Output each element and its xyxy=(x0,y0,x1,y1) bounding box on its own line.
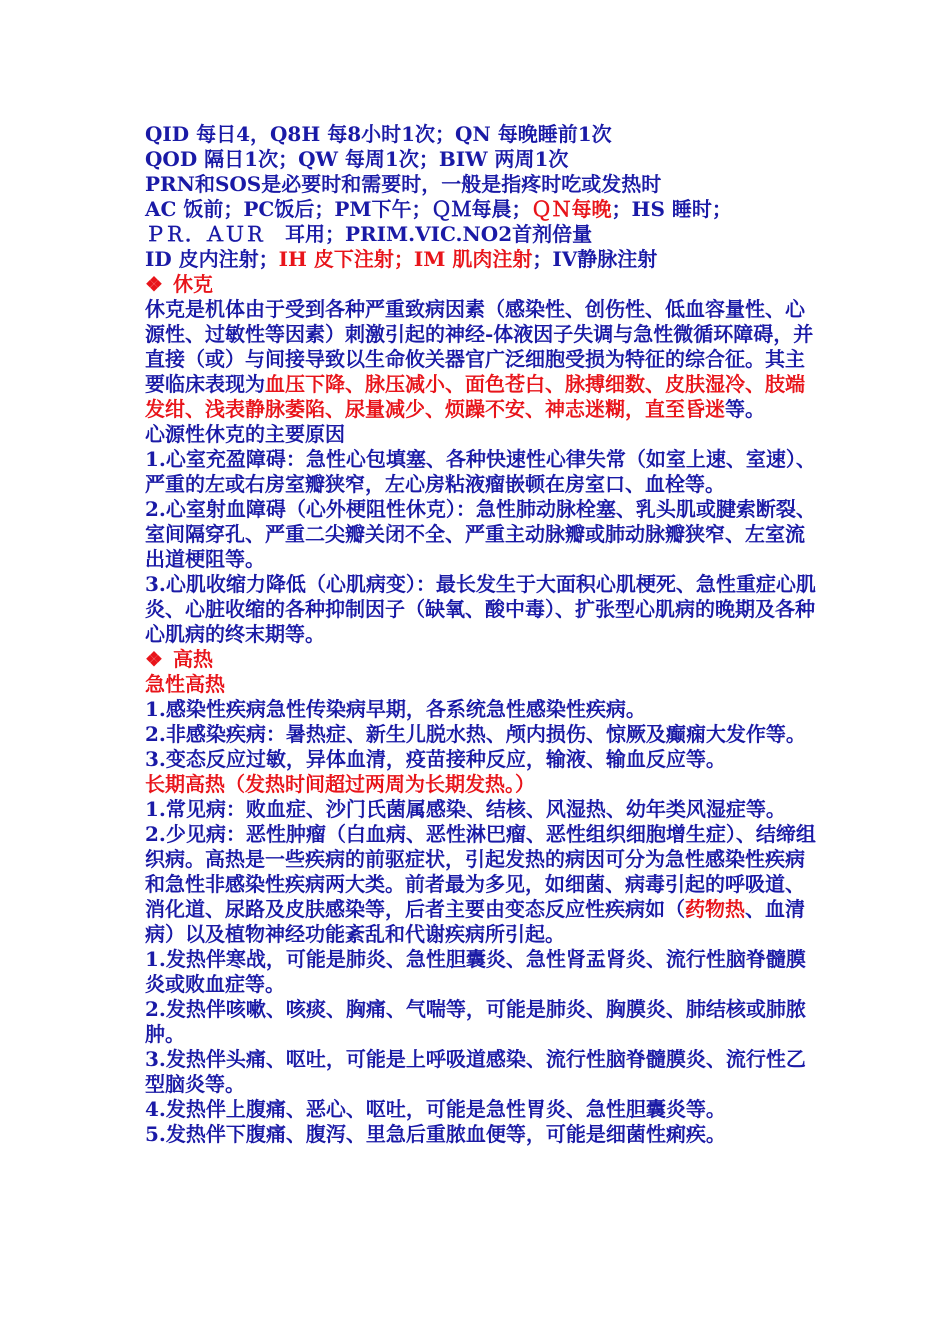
shock-symptoms: 血压下降、脉压减小、面色苍白、脉搏细数、皮肤湿冷、肢端发绀、浅表静脉萎陷、尿量减少、烦躁不安、神志迷糊，直至昏迷 xyxy=(145,372,805,421)
abbr-line-4-a: AC 饭前；PC饭后；PM下午；ＱＭ每晨； xyxy=(145,197,532,221)
abbr-line-6 xyxy=(145,247,817,272)
long-cause-2-c: 、血清病）以及植物神经功能紊乱和代谢疾病所引起。 xyxy=(145,897,805,946)
abbr-line-4-c: ；HS 睡时； xyxy=(611,197,732,221)
abbr-line-3: PRN和SOS是必要时和需要时，一般是指疼时吃或发热时 xyxy=(145,172,662,196)
fever-heading xyxy=(145,647,817,672)
abbr-line-4 xyxy=(145,197,817,222)
acute-cause-1: 1.感染性疾病急性传染病早期，各系统急性感染性疾病。 xyxy=(145,697,646,721)
shock-cause-3: 3.心肌收缩力降低（心肌病变）：最长发生于大面积心肌梗死、急性重症心肌炎、心脏收缩的各种抑制因子（缺氧、酸中毒）、扩张型心肌病的晚期及各种心肌病的终末期等。 xyxy=(145,572,816,646)
abbr-line-2: QOD 隔日1次；QW 每周1次；BIW 两周1次 xyxy=(145,147,569,171)
diamond-bullet-icon: ❖ xyxy=(145,647,163,671)
symptom-2: 2.发热伴咳嗽、咳痰、胸痛、气喘等，可能是肺炎、胸膜炎、肺结核或肺脓肿。 xyxy=(145,997,806,1046)
abbr-line-5: ＰＲ．ＡＵＲ 耳用；PRIM.VIC.NO2首剂倍量 xyxy=(145,222,593,246)
shock-cause-1: 1.心室充盈障碍：急性心包填塞、各种快速性心律失常（如室上速、室速）、严重的左或右房室瓣狭窄，左心房粘液瘤嵌顿在房室口、血栓等。 xyxy=(145,447,816,496)
long-fever-subheading: 长期高热（发热时间超过两周为长期发热。） xyxy=(145,772,535,796)
long-cause-2-a: 2.少见病：恶性肿瘤（白血病、恶性淋巴瘤、恶性组织细胞增生症）、结缔组织病。高热是一些疾病的前驱症状，引起发热的病因可分为急性感染性疾病和急性非感染性疾病两大类。前者最为多见，如细菌、病毒引起的呼吸道、消化道、尿路及皮肤感染等，后者主要由变态反应性疾病如（ xyxy=(145,822,816,921)
shock-subheading: 心源性休克的主要原因 xyxy=(145,422,345,446)
symptom-1: 1.发热伴寒战，可能是肺炎、急性胆囊炎、急性肾盂肾炎、流行性脑脊髓膜炎或败血症等。 xyxy=(145,947,806,996)
shock-def-a: 休克是机体由于受到各种严重致病因素（感染性、创伤性、低血容量性、心源性、过敏性等因素）刺激引起的神经-体液因子失调与急性微循环障碍，并直接（或）与间接导致以生命攸关器官广泛细胞受损为特征的综合征。其主要临床表现为 xyxy=(145,297,814,396)
abbr-line-1: QID 每日4，Q8H 每8小时1次；QN 每晚睡前1次 xyxy=(145,122,612,146)
diamond-bullet-icon: ❖ xyxy=(145,272,163,296)
shock-heading xyxy=(145,272,817,297)
fever-title: 高热 xyxy=(173,647,213,671)
abbr-line-6-a: ID 皮内注射； xyxy=(145,247,279,271)
shock-definition xyxy=(145,297,817,422)
symptom-5: 5.发热伴下腹痛、腹泻、里急后重脓血便等，可能是细菌性痢疾。 xyxy=(145,1122,726,1146)
shock-title: 休克 xyxy=(173,272,213,296)
document-page xyxy=(145,122,817,1147)
shock-def-c: 等。 xyxy=(725,397,765,421)
acute-cause-3: 3.变态反应过敏，异体血清，疫苗接种反应，输液、输血反应等。 xyxy=(145,747,726,771)
symptom-4: 4.发热伴上腹痛、恶心、呕吐，可能是急性胃炎、急性胆囊炎等。 xyxy=(145,1097,726,1121)
acute-fever-subheading: 急性高热 xyxy=(145,672,225,696)
symptom-3: 3.发热伴头痛、呕吐，可能是上呼吸道感染、流行性脑脊髓膜炎、流行性乙型脑炎等。 xyxy=(145,1047,806,1096)
abbr-line-4-highlight: ＱＮ每晚 xyxy=(531,197,612,221)
acute-cause-2: 2.非感染疾病：暑热症、新生儿脱水热、颅内损伤、惊厥及癫痫大发作等。 xyxy=(145,722,806,746)
long-cause-2 xyxy=(145,822,817,947)
drug-fever-highlight: 药物热 xyxy=(685,897,745,921)
abbr-line-6-c: ；IV静脉注射 xyxy=(532,247,658,271)
abbr-line-6-highlight: IH 皮下注射；IM 肌肉注射 xyxy=(278,247,533,271)
long-cause-1: 1.常见病：败血症、沙门氏菌属感染、结核、风湿热、幼年类风湿症等。 xyxy=(145,797,786,821)
shock-cause-2: 2.心室射血障碍（心外梗阻性休克）：急性肺动脉栓塞、乳头肌或腱索断裂、室间隔穿孔、严重二尖瓣关闭不全、严重主动脉瓣或肺动脉瓣狭窄、左室流出道梗阻等。 xyxy=(145,497,816,571)
